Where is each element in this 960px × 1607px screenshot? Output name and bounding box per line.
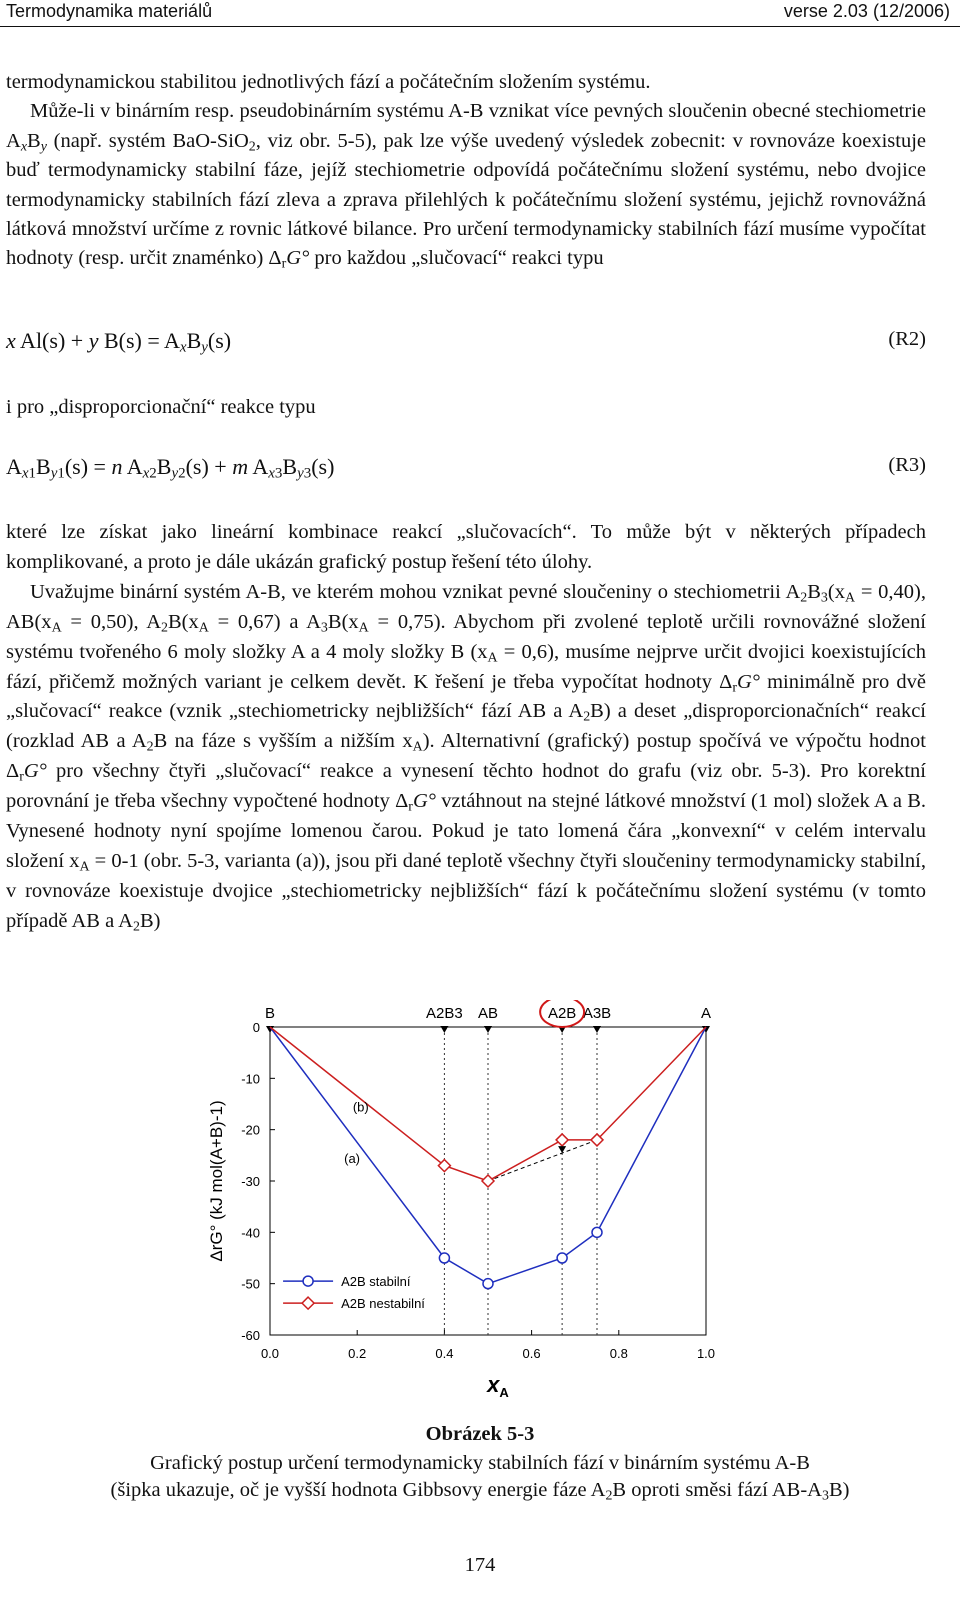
paragraph-3: Uvažujme binární systém A-B, ve kterém mohou vznikat pevné sloučeniny o stechiometrii $A_2B_3(x_A = 0,40)$, $AB(x_A = 0,50)$, $A_2B(x_A = 0,67)$ a $A_3B(x_A = 0,75)$. Abychom při zvolené teplotě určili rovnovážné složení systému tvořeného 6 moly složky A a 4 moly složky B $(x_A = 0,6)$, musíme nejprve určit dvojici koexistujících fází, přičemž možných variant je celkem devět. K řešení je třeba vypočítat hodnoty $\Delta_rG^\circ$ minimálně pro dvě „slučovací“ reakce (vznik „stechiometricky nejbližších“ fází AB a $A_2B$) a deset „disproporcionačních“ reakcí (rozklad AB a $A_2B$ na fáze s vyšším a nižším $x_A$). Alternativní (grafický) postup spočívá ve výpočtu hodnot $\Delta_rG^\circ$ pro všechny čtyři „slučovací“ reakce a vynesení těchto hodnot do grafu (viz obr. 5-3). Pro korektní porovnání je třeba všechny vypočtené hodnoty $\Delta_rG^\circ$ vztáhnout na stejné látkové množství (1 mol) složek A a B. Vynesené hodnoty nyní spojíme lomenou čarou. Pokud je tato lomená čára „konvexní“ v celém intervalu složení $x_A = 0-1$ (obr. 5-3, varianta (a)), jsou při dané teplotě všechny čtyři sloučeniny termodynamicky stabilní, v rovnováze koexistuje dvojice „stechiometricky nejbližších“ fází k počátečnímu složení systému (v tomto případě AB a $A_2B$)	[6, 580, 926, 935]
phase-label: AB	[477, 1005, 499, 1022]
x-tick-label: 0.6	[522, 1346, 541, 1361]
figure-caption-line-1: Grafický postup určení termodynamicky stabilních fází v binárním systému A-B	[150, 1452, 810, 1474]
x-tick-label: 0.8	[609, 1346, 628, 1361]
x-tick-label: 0.2	[348, 1346, 367, 1361]
figure-title: Obrázek 5-3	[425, 1423, 535, 1445]
annotation-b: (b)	[352, 1099, 369, 1115]
equation-r2-label: (R2)	[888, 328, 926, 350]
equation-r2	[6, 328, 926, 360]
data-point	[482, 1175, 494, 1187]
legend-label: A2B nestabilní	[341, 1296, 425, 1312]
paragraph-2: které lze získat jako lineární kombinace reakcí „slučovacích“. To může být v některých případech komplikované, a proto je dále ukázán grafický postup řešení této úlohy.	[6, 521, 926, 573]
between-text: i pro „disproporcionační“ reakce typu	[6, 396, 316, 418]
header-version: verse 2.03 (12/2006)	[783, 1, 950, 21]
y-tick-label: -50	[241, 1276, 260, 1292]
paragraph-2-3	[6, 518, 926, 937]
page-number: 174	[464, 1554, 496, 1576]
phase-label: A2B	[547, 1005, 577, 1022]
y-tick-label: -20	[241, 1122, 260, 1138]
page-header	[0, 0, 960, 26]
x-tick-label: 0.0	[260, 1346, 280, 1361]
y-tick-label: -40	[241, 1225, 260, 1241]
header-rule	[0, 26, 960, 27]
data-point	[483, 1279, 493, 1289]
x-tick-label: 1.0	[696, 1346, 716, 1361]
legend-marker	[302, 1297, 314, 1309]
equation-r3-label: (R3)	[888, 454, 926, 476]
series-line	[270, 1027, 706, 1284]
difference-arrowhead	[558, 1146, 566, 1153]
data-point	[592, 1227, 602, 1237]
y-tick-label: -60	[241, 1328, 260, 1343]
paragraph-1-text: Může-li v binárním resp. pseudobinárním systému A-B vznikat více pevných sloučenin obecné stechiometrie $A_xB_y$ (např. systém BaO-SiO$_2$, viz obr. 5-5), pak lze výše uvedený výsledek zobecnit: v rovnováze koexistuje buď termodynamicky stabilní fáze, jejíž stechiometrie odpovídá počátečnímu složení systému, nebo dvojice termodynamicky stabilních fází zleva a zprava přilehlých k počátečnímu složení systému, jejichž rovnovážná látková množství určíme z rovnic látkové bilance. Pro určení termodynamicky stabilních fází musíme vypočítat hodnoty (resp. určit znaménko) $\Delta_rG^\circ$ pro každou „slučovací“ reakci typu	[6, 100, 926, 272]
x-axis-label: $x_A$	[487, 1372, 509, 1400]
data-point	[556, 1134, 568, 1146]
y-tick-label: 0	[252, 1020, 260, 1035]
figure-caption-line-2: (šipka ukazuje, oč je vyšší hodnota Gibbsovy energie fáze $A_2B$ oproti směsi fází $AB-A_3B$)	[110, 1479, 850, 1504]
equation-r3	[6, 454, 926, 486]
legend-marker	[303, 1276, 313, 1286]
phase-stability-chart	[190, 1000, 750, 1410]
y-tick-label: -10	[241, 1071, 260, 1087]
phase-label: A3B	[582, 1005, 612, 1022]
equation-r3-formula: $A_{x1}B_{y1}(s) = n$ $A_{x2}B_{y2}(s) + m$ $A_{x3}B_{y3}(s)$	[6, 454, 335, 482]
y-tick-label: -30	[241, 1174, 260, 1189]
dashed-connector	[488, 1140, 597, 1181]
phase-marker	[440, 1026, 448, 1033]
x-tick-label: 0.4	[435, 1346, 454, 1361]
line-1: termodynamickou stabilitou jednotlivých fází a počátečním složením systému.	[6, 71, 651, 93]
phase-label: B	[264, 1005, 276, 1022]
legend-label: A2B stabilní	[341, 1274, 411, 1290]
annotation-a: (a)	[344, 1151, 361, 1167]
equation-r2-formula: x Al(s) + y $B(s) = A_xB_y(s)$	[6, 328, 232, 356]
header-title: Termodynamika materiálů	[6, 1, 213, 21]
phase-label: A	[700, 1005, 712, 1022]
y-axis-label: ΔrG° (kJ mol(A+B)-1)	[207, 1100, 226, 1262]
data-point	[557, 1253, 567, 1263]
data-point	[439, 1253, 449, 1263]
paragraph-1	[6, 68, 926, 274]
phase-label: A2B3	[426, 1005, 463, 1022]
phase-marker	[484, 1026, 492, 1033]
phase-marker	[593, 1026, 601, 1033]
